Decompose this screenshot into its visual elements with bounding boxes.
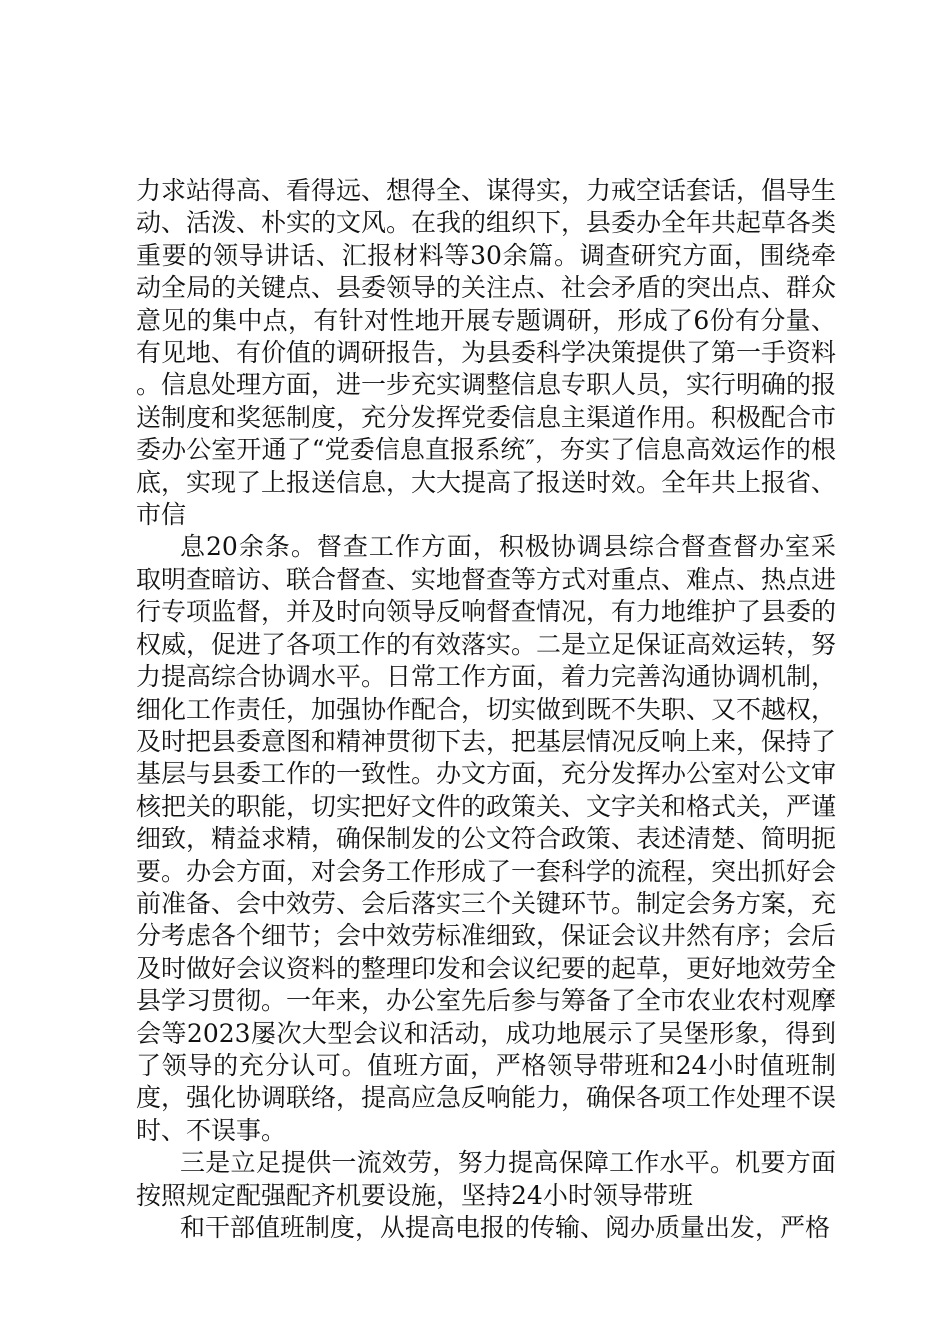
paragraph-2: 息20余条。督查工作方面，积极协调县综合督查督办室采取明查暗访、联合督查、实地督查等方式对重点、难点、热点进行专项监督，并及时向领导反响督查情况，有力地维护了县委的权威，促进了各项工作的有效落实。二是立足保证高效运转，努力提高综合协调水平。日常工作方面，着力完善沟通协调机制，细化工作责任，加强协作配合，切实做到既不失职、又不越权，及时把县委意图和精神贯彻下去，把基层情况反响上来，保持了基层与县委工作的一致性。办文方面，充分发挥办公室对公文审核把关的职能，切实把好文件的政策关、文字关和格式关，严谨细致，精益求精，确保制发的公文符合政策、表述清楚、简明扼要。办会方面，对会务工作形成了一套科学的流程，突出抓好会前准备、会中效劳、会后落实三个关键环节。制定会务方案，充分考虑各个细节；会中效劳标准细致，保证会议井然有序；会后及时做好会议资料的整理印发和会议纪要的起草，更好地效劳全县学习贯彻。一年来，办公室先后参与筹备了全市农业农村观摩会等2023屡次大型会议和活动，成功地展示了吴堡形象，得到了领导的充分认可。值班方面，严格领导带班和24小时值班制度，强化协调联络，提高应急反响能力，确保各项工作处理不误时、不误事。 — [136, 532, 837, 1145]
paragraph-4: 和干部值班制度，从提高电报的传输、阅办质量出发，严格 — [180, 1213, 831, 1242]
paragraph-3: 三是立足提供一流效劳，努力提高保障工作水平。机要方面按照规定配强配齐机要设施，坚持24小时领导带班 — [136, 1148, 836, 1210]
document-body — [136, 175, 836, 1244]
paragraph-1: 力求站得高、看得远、想得全、谋得实，力戒空话套话，倡导生动、活泼、朴实的文风。在我的组织下，县委办全年共起草各类重要的领导讲话、汇报材料等30余篇。调查研究方面，围绕牵动全局的关键点、县委领导的关注点、社会矛盾的突出点、群众意见的集中点，有针对性地开展专题调研，形成了6份有分量、有见地、有价值的调研报告，为县委科学决策提供了第一手资料。信息处理方面，进一步充实调整信息专职人员，实行明确的报送制度和奖惩制度，充分发挥党委信息主渠道作用。积极配合市委办公室开通了“党委信息直报系统″，夯实了信息高效运作的根底，实现了上报送信息，大大提高了报送时效。全年共上报省、市信 — [136, 176, 837, 530]
